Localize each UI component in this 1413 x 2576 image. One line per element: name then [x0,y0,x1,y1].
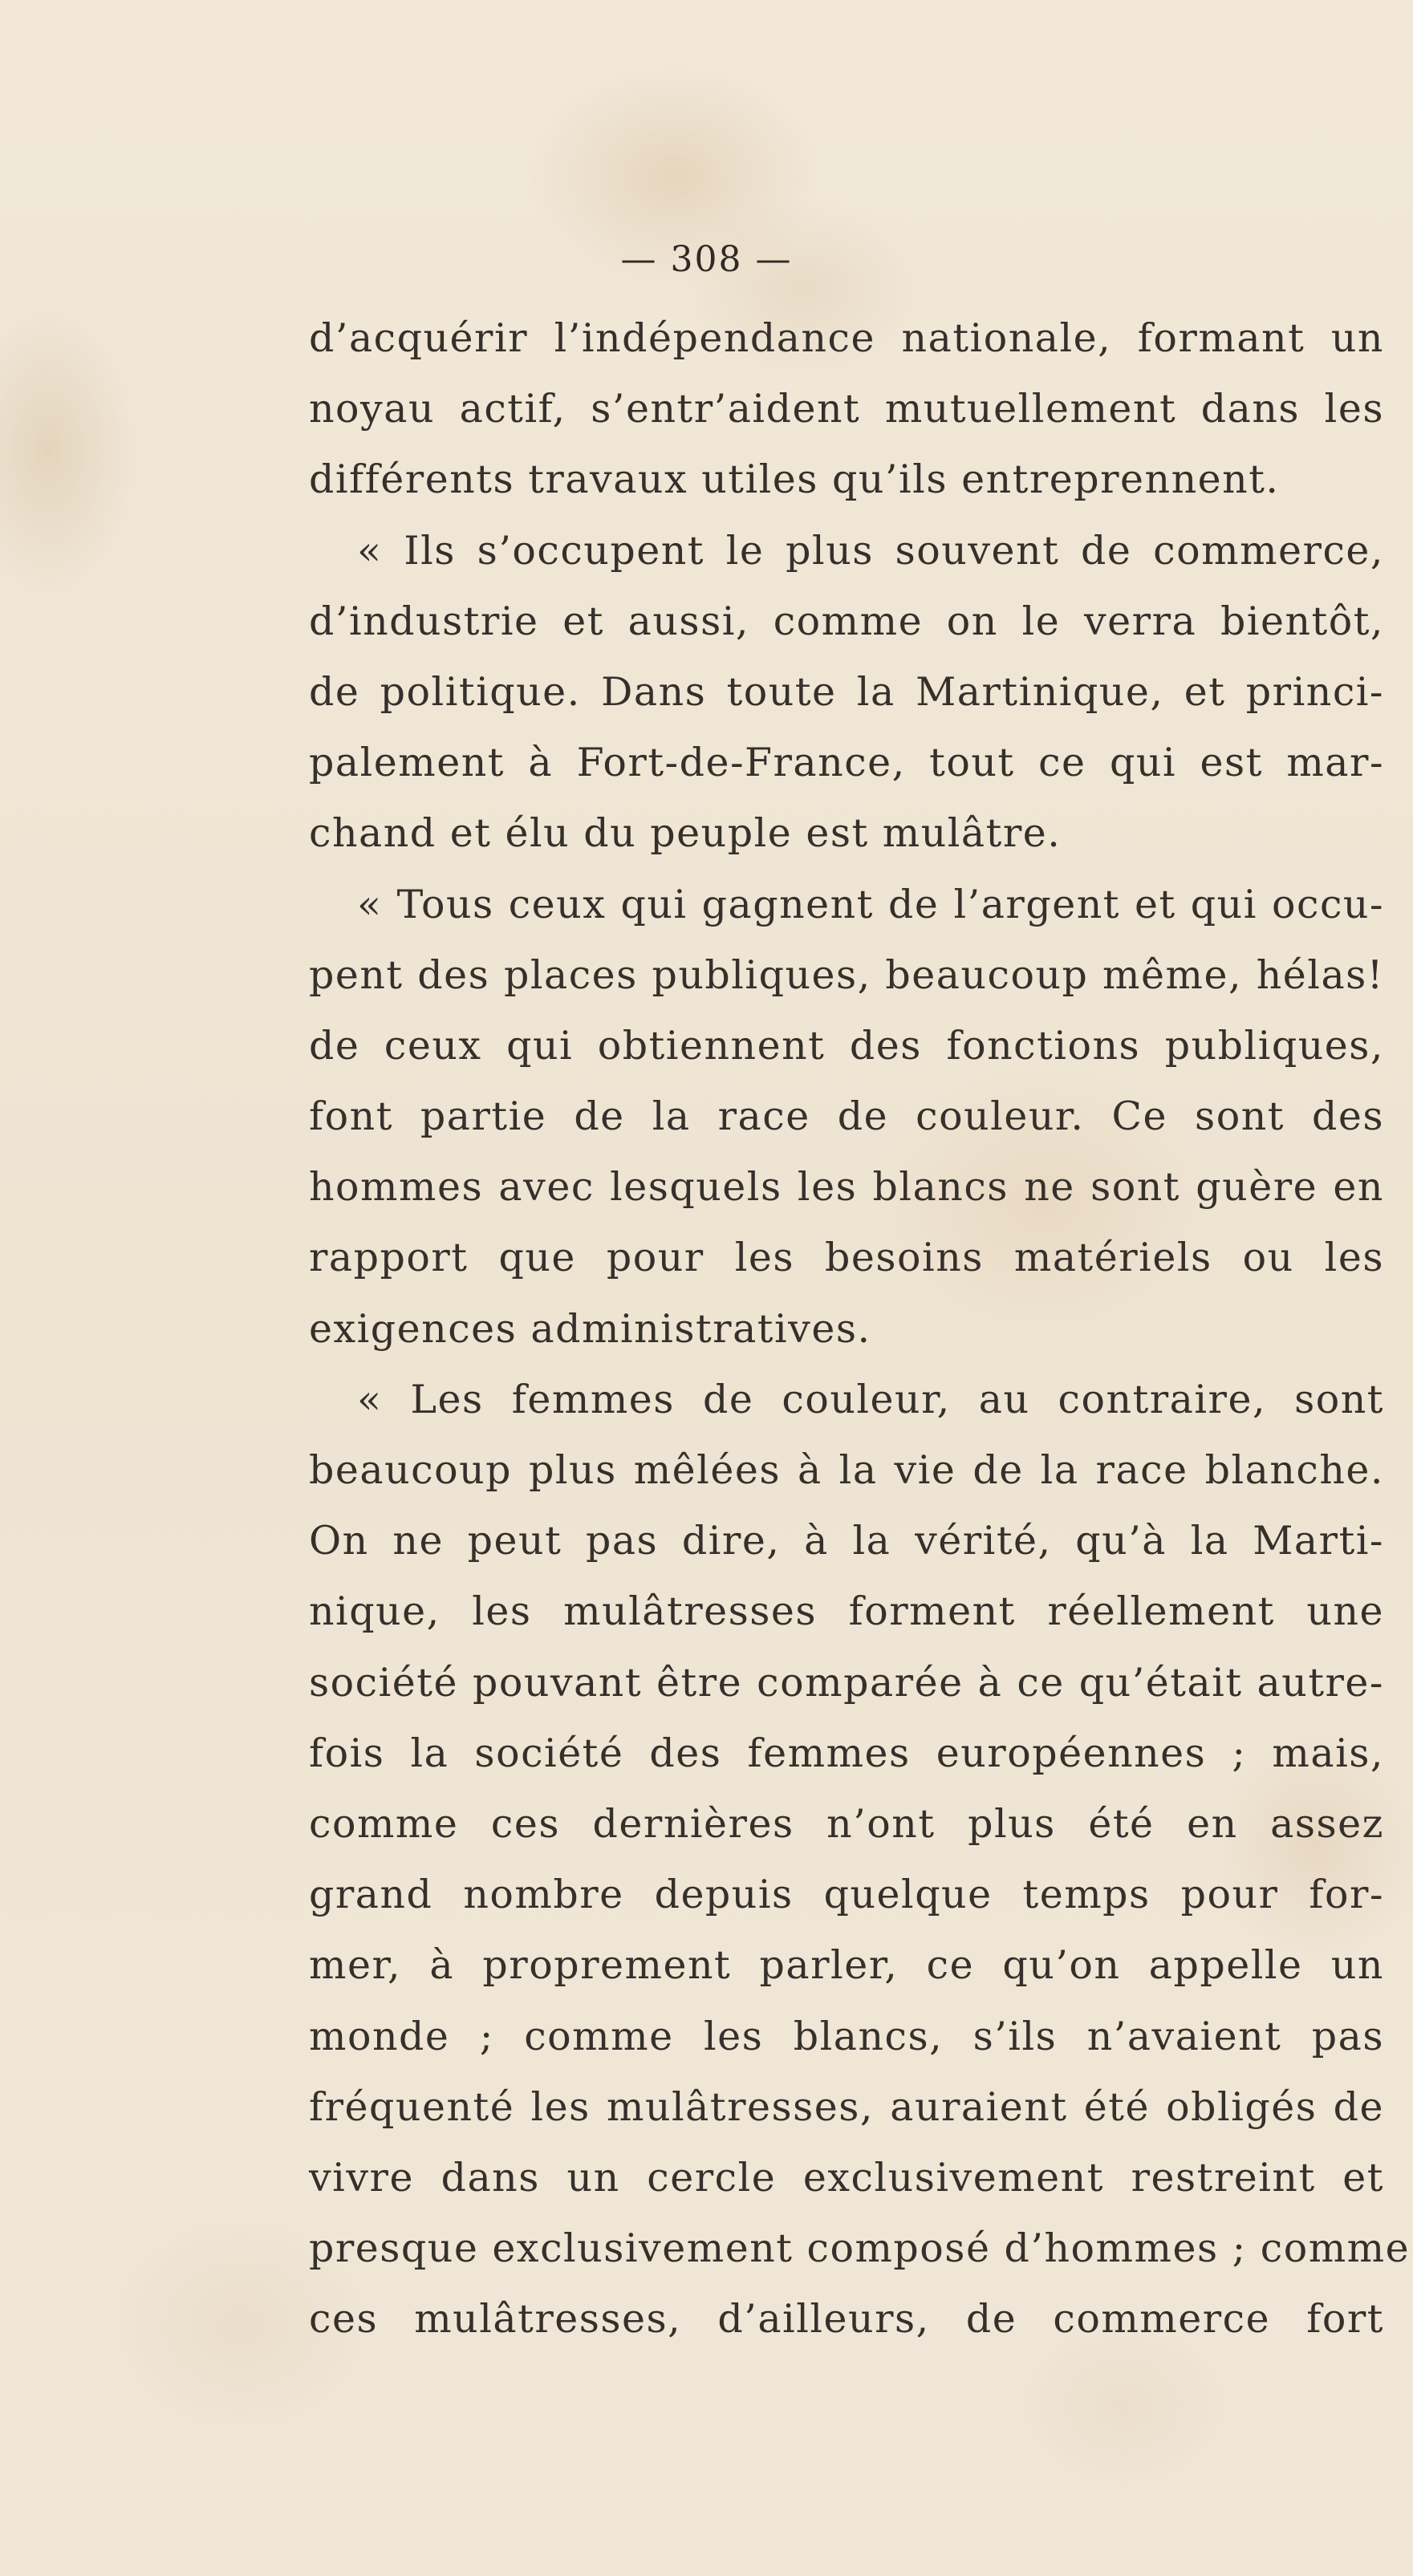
text-line: pent des places publiques, beaucoup même, hélas! [309,951,1384,998]
text-line: hommes avec lesquels les blancs ne sont guère en [309,1164,1384,1211]
text-line: palement à Fort-de-France, tout ce qui est mar- [309,740,1384,786]
text-line: société pouvant être comparée à ce qu’était autre- [309,1659,1384,1706]
text-line: différents travaux utiles qu’ils entreprennent. [309,456,1280,503]
text-line: de ceux qui obtiennent des fonctions publiques, [309,1022,1384,1069]
text-line: « Les femmes de couleur, au contraire, sont [357,1376,1384,1422]
text-line: rapport que pour les besoins matériels ou les [309,1235,1384,1281]
text-line: On ne peut pas dire, à la vérité, qu’à la Marti- [309,1518,1384,1564]
text-line: « Ils s’occupent le plus souvent de commerce, [357,527,1384,574]
text-line: chand et élu du peuple est mulâtre. [309,810,1062,857]
body-text [309,303,1411,2355]
text-line: de politique. Dans toute la Martinique, et princi- [309,668,1384,715]
text-line: fois la société des femmes européennes ; mais, [309,1730,1384,1776]
text-line: mer, à proprement parler, ce qu’on appelle un [309,1942,1384,1989]
text-line: nique, les mulâtresses forment réellement une [309,1588,1384,1635]
text-line: fréquenté les mulâtresses, auraient été obligés de [309,2083,1384,2130]
text-line: grand nombre depuis quelque temps pour for- [309,1872,1384,1918]
text-line: comme ces dernières n’ont plus été en assez [309,1800,1384,1847]
text-line: beaucoup plus mêlées à la vie de la race blanche. [309,1447,1384,1493]
text-line: ces mulâtresses, d’ailleurs, de commerce fort [309,2296,1384,2343]
text-line: monde ; comme les blancs, s’ils n’avaient pas [309,2013,1384,2059]
text-line: exigences administratives. [309,1305,871,1352]
text-line: vivre dans un cercle exclusivement restreint et [309,2154,1384,2201]
text-line: noyau actif, s’entr’aident mutuellement dans les [309,386,1384,432]
page-number: — 308 — [620,239,793,280]
text-line: « Tous ceux qui gagnent de l’argent et qui occu- [357,881,1384,927]
text-line: presque exclusivement composé d’hommes ; comme [309,2225,1411,2272]
text-line: font partie de la race de couleur. Ce sont des [309,1093,1384,1140]
text-line: d’acquérir l’indépendance nationale, formant un [309,315,1384,361]
text-line: d’industrie et aussi, comme on le verra bientôt, [309,598,1384,644]
